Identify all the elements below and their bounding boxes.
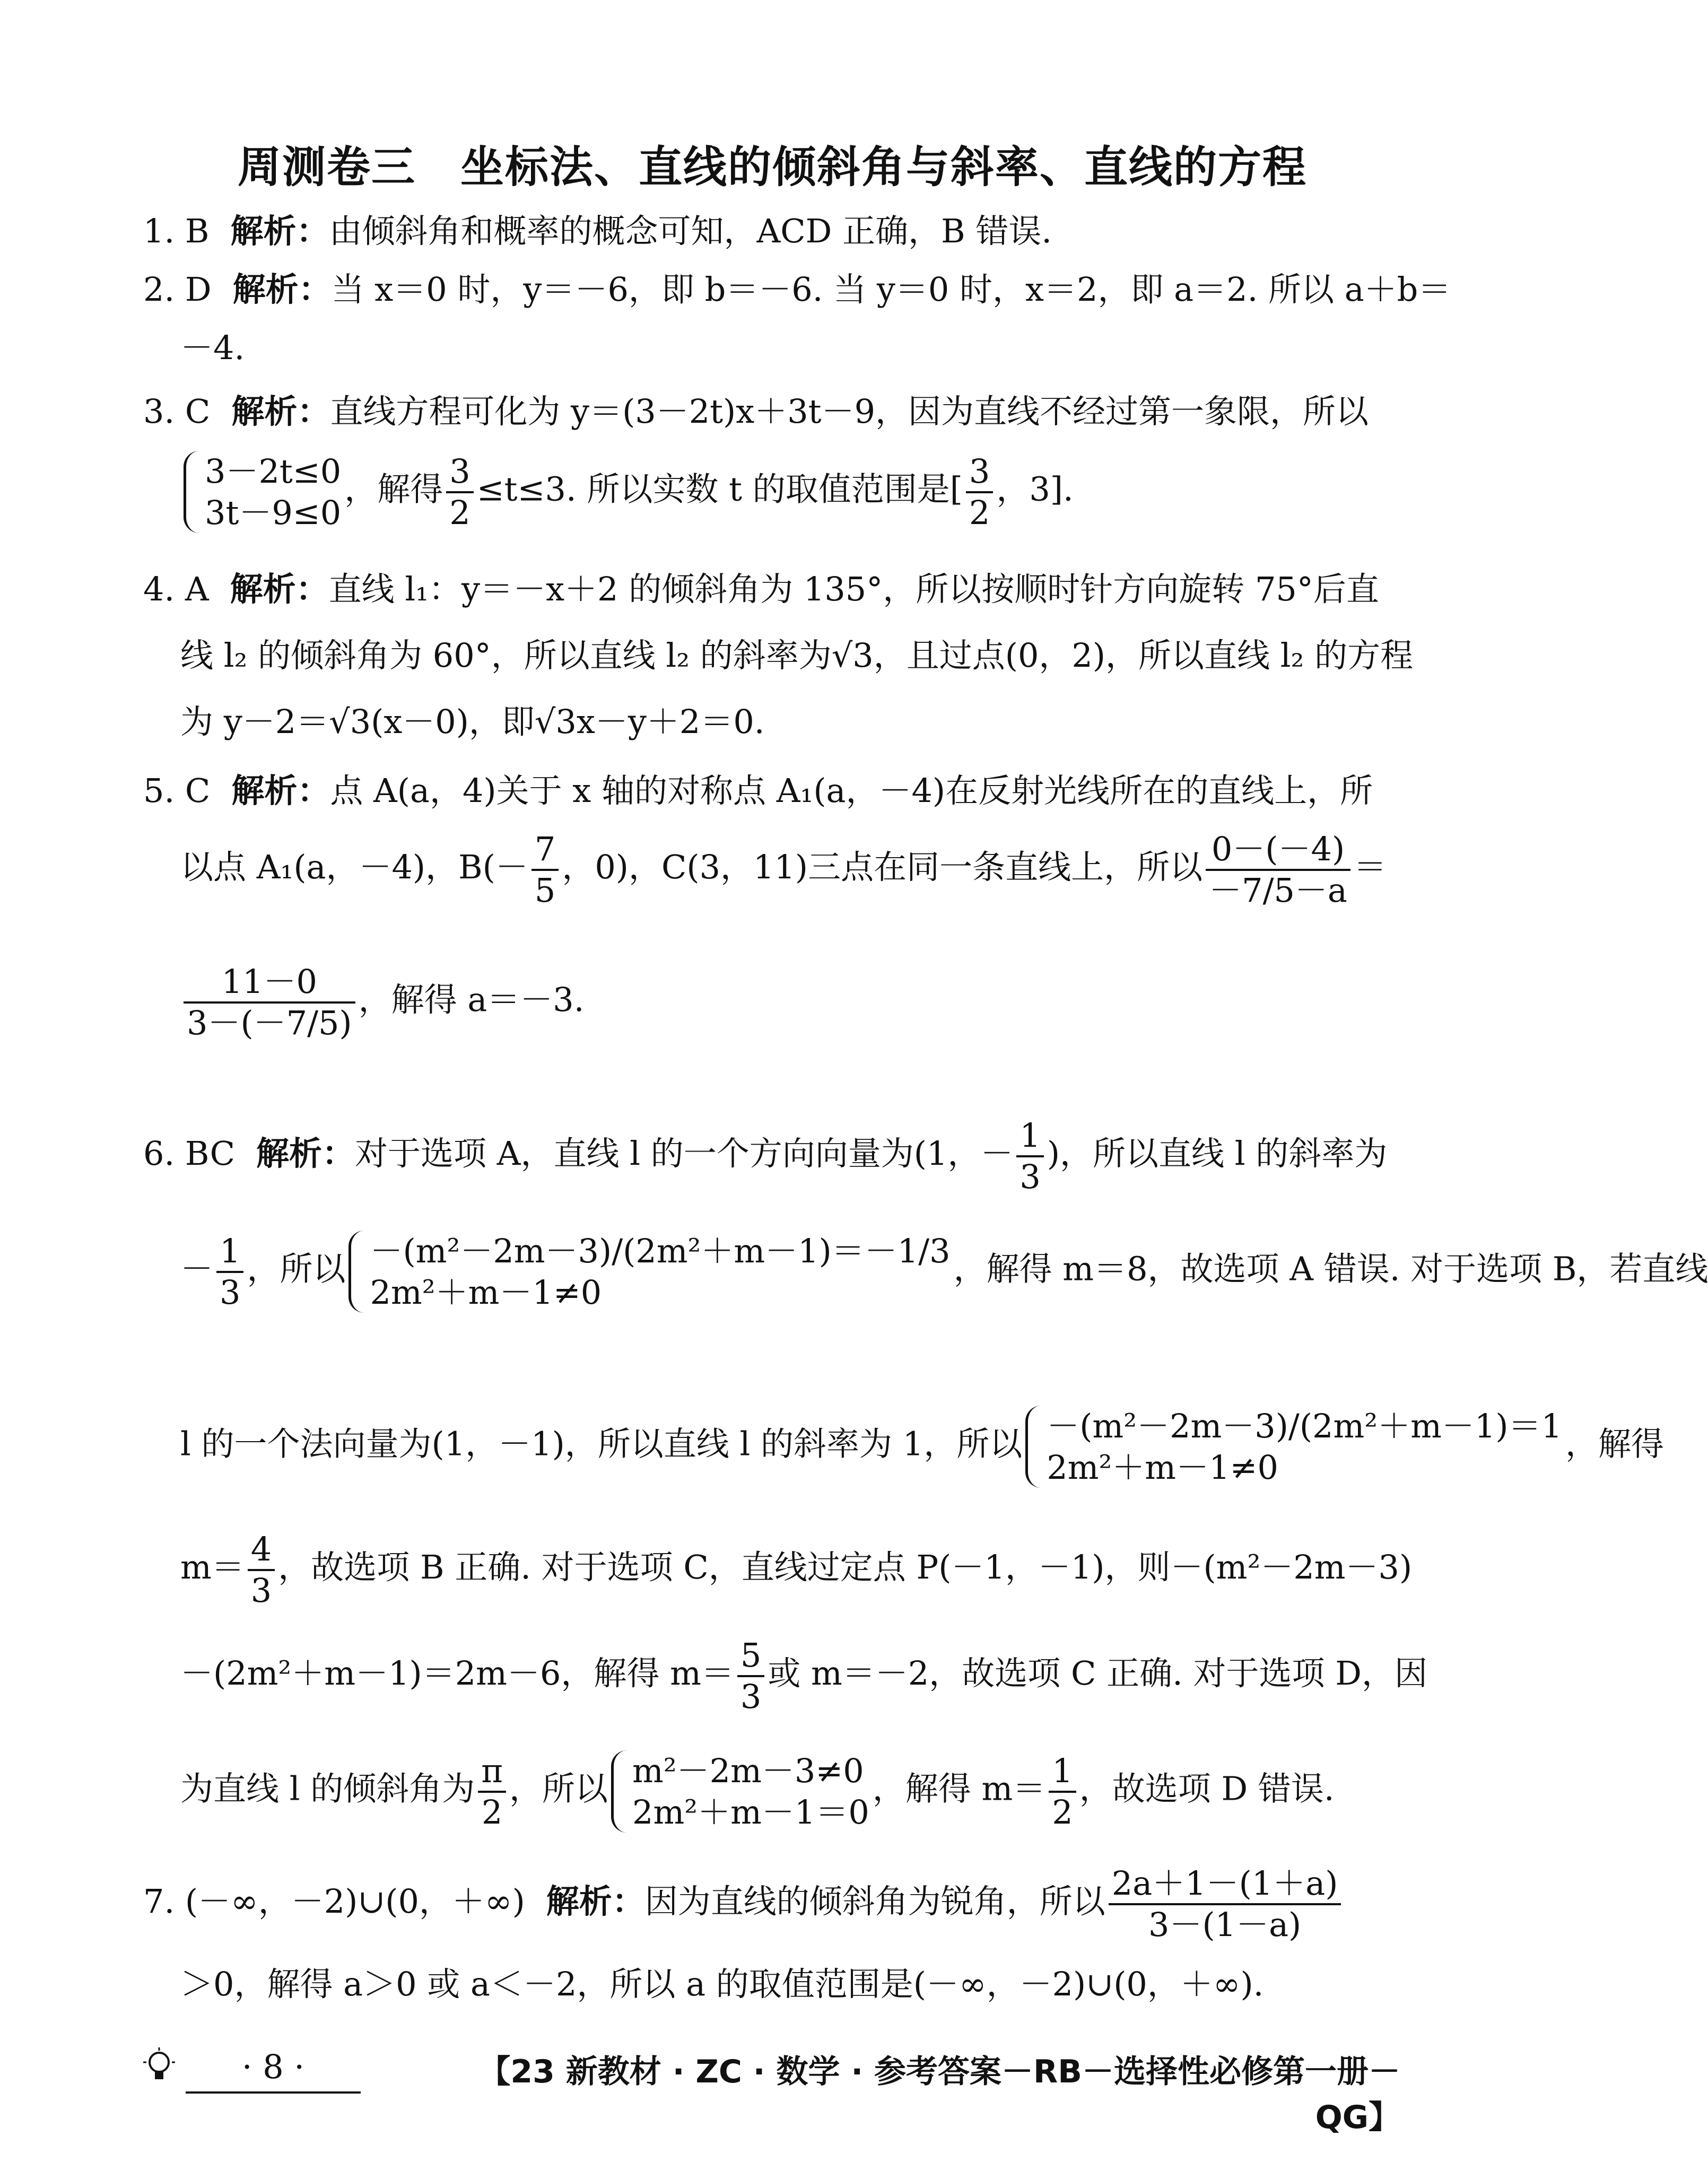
fraction: $\frac{7}{5}$ xyxy=(531,833,559,907)
answer-6-line5: －(2m²＋m－1)＝2m－6，解得 m＝ $\frac{5}{3}$ 或 m＝－2，故选项 C 正确. 对于选项 D，因 xyxy=(180,1636,1427,1716)
equation-system: －(m²－2m－3)/(2m²＋m－1)＝－1/3 2m²＋m－1≠0 xyxy=(348,1231,950,1313)
answer-7-line2: ＞0，解得 a＞0 或 a＜－2，所以 a 的取值范围是(－∞，－2)∪(0，＋∞). xyxy=(180,1965,1264,2003)
fraction: $\frac{\pi}{2}$ xyxy=(478,1755,506,1829)
page-title: 周测卷三 坐标法、直线的倾斜角与斜率、直线的方程 xyxy=(237,142,1307,193)
answer-6: 6. BC 解析：对于选项 A，直线 l 的一个方向向量为(1，－ $\frac{1}{3}$ )，所以直线 l 的斜率为 xyxy=(143,1116,1388,1196)
answer-4: 4. A 解析：直线 l₁：y＝－x＋2 的倾斜角为 135°，所以按顺时针方向旋转 75°后直 xyxy=(143,570,1379,608)
fraction: $\frac{1}{3}$ xyxy=(1016,1119,1043,1193)
answer-6-line6: 为直线 l 的倾斜角为 $\frac{\pi}{2}$ ，所以 m²－2m－3≠0 2m²＋m－1＝0 ，解得 m＝ $\frac{1}{2}$ ，故选项 D 错误. xyxy=(180,1750,1335,1833)
equation-system: －(m²－2m－3)/(2m²＋m－1)＝1 2m²＋m－1≠0 xyxy=(1025,1406,1562,1488)
fraction: $\frac{11-0}{3-(-7/5)}$ xyxy=(184,965,355,1040)
answer-5-line2: 以点 A₁(a，－4)，B(－ $\frac{7}{5}$ ，0)，C(3，11)三点在同一条直线上，所以 $\frac{0-(-4)}{-7/5-a}$ ＝ xyxy=(180,830,1387,910)
answer-3: 3. C 解析：直线方程可化为 y＝(3－2t)x＋3t－9，因为直线不经过第一象限，所以 xyxy=(143,392,1369,431)
inequality-system: 3－2t≤0 3t－9≤0 xyxy=(184,451,341,533)
answer-4-line3: 为 y－2＝√3(x－0)，即√3x－y＋2＝0. xyxy=(180,702,765,741)
fraction: $\frac{3}{2}$ xyxy=(446,455,473,529)
page-number: · 8 · xyxy=(186,2047,361,2094)
answer-1: 1. B 解析：由倾斜角和概率的概念可知，ACD 正确，B 错误. xyxy=(143,212,1052,250)
fraction: $\frac{0-(-4)}{-7/5-a}$ xyxy=(1206,833,1350,907)
answer-2: 2. D 解析：当 x＝0 时，y＝－6，即 b＝－6. 当 y＝0 时，x＝2，即 a＝2. 所以 a＋b＝ xyxy=(143,270,1451,309)
answer-5: 5. C 解析：点 A(a，4)关于 x 轴的对称点 A₁(a，－4)在反射光线所在的直线上，所 xyxy=(143,771,1373,810)
answer-2-cont: －4. xyxy=(180,328,245,367)
footer-label: 【23 新教材 · ZC · 数学 · 参考答案－RB－选择性必修第一册－QG】 xyxy=(478,2053,1400,2136)
fraction: $\frac{5}{3}$ xyxy=(737,1639,764,1713)
answer-6-line4: m＝ $\frac{4}{3}$ ，故选项 B 正确. 对于选项 C，直线过定点 P(－1，－1)，则－(m²－2m－3) xyxy=(180,1530,1413,1610)
fraction: $\frac{3}{2}$ xyxy=(966,455,993,529)
equation-system: m²－2m－3≠0 2m²＋m－1＝0 xyxy=(611,1750,869,1833)
answer-6-line3: l 的一个法向量为(1，－1)，所以直线 l 的斜率为 1，所以 －(m²－2m－3)/(2m²＋m－1)＝1 2m²＋m－1≠0 ，解得 xyxy=(180,1406,1664,1488)
fraction: $\frac{4}{3}$ xyxy=(248,1533,275,1607)
answer-6-line2: － $\frac{1}{3}$ ，所以 －(m²－2m－3)/(2m²＋m－1)＝－1/3 2m²＋m－1≠0 ，解得 m＝8，故选项 A 错误. 对于选项 B，若直线 xyxy=(180,1231,1708,1313)
answer-7: 7. (－∞，－2)∪(0，＋∞) 解析：因为直线的倾斜角为锐角，所以 $\frac{2a+1-(1+a)}{3-(1-a)}$ xyxy=(143,1867,1344,1941)
fraction: $\frac{1}{3}$ xyxy=(216,1235,243,1309)
lightbulb-icon xyxy=(143,2046,175,2089)
answer-5-line3: $\frac{11-0}{3-(-7/5)}$ ，解得 a＝－3. xyxy=(180,965,584,1040)
fraction: $\frac{2a+1-(1+a)}{3-(1-a)}$ xyxy=(1109,1867,1341,1941)
answer-4-line2: 线 l₂ 的倾斜角为 60°，所以直线 l₂ 的斜率为√3，且过点(0，2)，所以直线 l₂ 的方程 xyxy=(180,636,1414,675)
fraction: $\frac{1}{2}$ xyxy=(1049,1755,1076,1829)
answer-3-system: 3－2t≤0 3t－9≤0 ，解得 $\frac{3}{2}$ ≤t≤3. 所以实数 t 的取值范围是[ $\frac{3}{2}$ ，3]. xyxy=(180,451,1074,533)
